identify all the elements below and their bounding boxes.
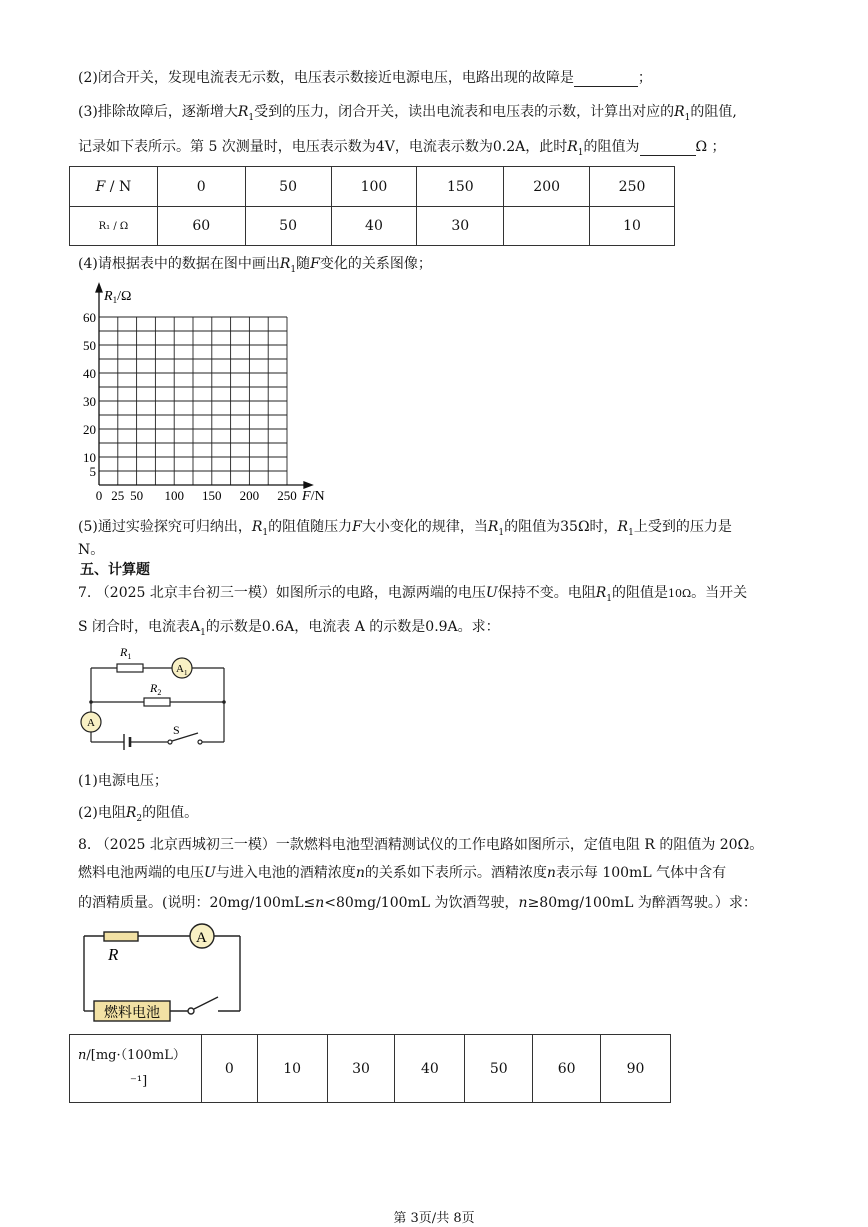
ammeter-a-label: A [87, 717, 95, 729]
table-cell-empty[interactable] [504, 207, 590, 246]
q8-line1: 8. （2025 北京西城初三一模）一款燃料电池型酒精测试仪的工作电路如图所示，定值电阻 R 的阻值为 20Ω。 [78, 837, 764, 853]
answer-blank[interactable] [640, 139, 696, 156]
x-tick-label: 25 [111, 488, 125, 503]
blank-graph[interactable] [74, 280, 344, 508]
q6-part5-line1: (5)通过实验探究可归纳出，$R_1$的阻值随压力F大小变化的规律，当$R_1$的阻值为35Ω时，$R_1$上受到的压力是 [78, 519, 732, 538]
x-tick-label: 0 [95, 488, 103, 503]
table-cell: 150 [417, 167, 504, 207]
x-tick-label: 100 [164, 488, 184, 503]
q7-line2: S 闭合时，电流表$A_1$的示数是0.6A，电流表 A 的示数是0.9A。求： [78, 619, 500, 638]
r1-label: $R_1$ [120, 645, 132, 661]
q7-subquestion-1: (1)电源电压； [78, 773, 168, 789]
ammeter-a1-label: $A_1$ [176, 663, 188, 677]
table-header-cell: R₁ / Ω [70, 207, 158, 246]
q8-line2: 燃料电池两端的电压U与进入电池的酒精浓度n的关系如下表所示。酒精浓度n表示每 100mL 气体中含有 [78, 865, 727, 881]
answer-blank[interactable] [574, 70, 638, 87]
q8-line3: 的酒精质量。(说明：20mg/100mL≤n<80mg/100mL 为饮酒驾驶，n≥80mg/100mL 为醉酒驾驶。）求： [78, 895, 757, 911]
table-cell: 50 [465, 1035, 533, 1103]
section-heading: 五、计算题 [80, 562, 150, 578]
q7-line1: 7. （2025 北京丰台初三一模）如图所示的电路，电源两端的电压U保持不变。电阻$R_1$的阻值是10Ω。当开关 [78, 585, 748, 604]
page-footer: 第 3页/共 8页 [393, 1211, 475, 1226]
table-cell: 90 [601, 1035, 671, 1103]
table-header-cell: n/[mg·（100mL） ⁻¹] [70, 1035, 202, 1103]
table-cell: 30 [327, 1035, 395, 1103]
q6-part5-line2: N。 [78, 542, 105, 558]
graph-grid [99, 317, 287, 485]
table-cell: 50 [245, 167, 331, 207]
y-tick-label: 60 [83, 310, 96, 325]
x-tick-label: 50 [130, 488, 144, 503]
x-tick-label: 150 [202, 488, 222, 503]
y-axis-label: $R_1/\Omega$ [104, 289, 132, 305]
ammeter-label: A [196, 930, 207, 946]
table-cell: 40 [331, 207, 417, 246]
q8-circuit-diagram [80, 922, 246, 1022]
alcohol-concentration-table [69, 1034, 671, 1103]
y-tick-label: 30 [83, 394, 96, 409]
y-tick-label: 50 [83, 338, 96, 353]
fuel-cell-label: 燃料电池 [104, 1005, 160, 1021]
table-cell: 0 [157, 167, 245, 207]
y-tick-label: 5 [89, 464, 96, 479]
switch-label: S [173, 723, 180, 737]
table-row [70, 207, 675, 246]
table-cell: 40 [395, 1035, 465, 1103]
table-cell: 250 [590, 167, 675, 207]
y-tick-label: 20 [83, 422, 96, 437]
table-cell: 50 [245, 207, 331, 246]
x-tick-label: 200 [239, 488, 260, 503]
table-cell: 200 [504, 167, 590, 207]
table-cell: 60 [157, 207, 245, 246]
table-row [70, 1035, 671, 1103]
y-tick-label: 10 [83, 450, 96, 465]
y-tick-label: 40 [83, 366, 96, 381]
x-tick-label: 250 [277, 488, 297, 503]
table-cell: 0 [201, 1035, 257, 1103]
q6-part2: (2)闭合开关，发现电流表无示数，电压表示数接近电源电压，电路出现的故障是 ； [78, 70, 652, 86]
table-row [70, 167, 675, 207]
r-label: R [108, 945, 119, 964]
table-cell: 10 [257, 1035, 327, 1103]
r2-label: $R_2$ [150, 681, 162, 697]
force-resistance-table [69, 166, 675, 246]
q6-part3-line2: 记录如下表所示。第 5 次测量时，电压表示数为4V，电流表示数为0.2A，此时$R_1$的阻值为 Ω ； [78, 139, 726, 158]
table-cell: 10 [590, 207, 675, 246]
q6-part3-line1: (3)排除故障后，逐渐增大$R_1$受到的压力，闭合开关，读出电流表和电压表的示数，计算出对应的$R_1$的阻值, [78, 104, 737, 123]
q6-part4: (4)请根据表中的数据在图中画出$R_1$随F变化的关系图像； [78, 256, 432, 275]
q7-circuit-diagram [76, 642, 236, 754]
x-axis-label: F/N [302, 489, 325, 504]
table-header-cell: F / N [70, 167, 158, 207]
q7-subquestion-2: (2)电阻$R_2$的阻值。 [78, 805, 199, 824]
table-cell: 60 [533, 1035, 601, 1103]
table-cell: 30 [417, 207, 504, 246]
table-cell: 100 [331, 167, 417, 207]
table-header-line1: /[mg·（100mL） [86, 1047, 186, 1063]
